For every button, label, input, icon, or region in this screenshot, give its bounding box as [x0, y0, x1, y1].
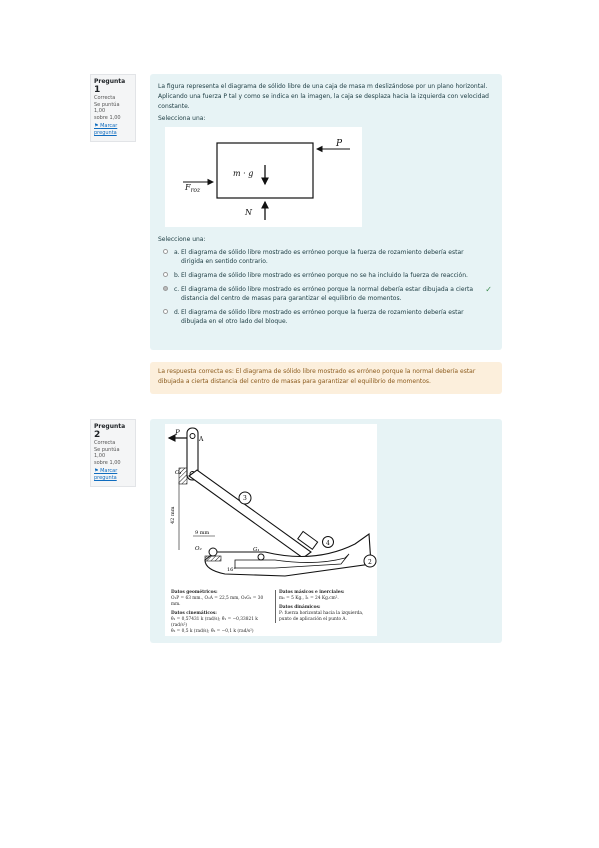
dynamic-data-line1: P: fuerza horizontal hacia la izquierda,: [279, 611, 364, 616]
geometric-data: O₁P = 63 mm., O₁A = 22,5 mm, O₂G₁ = 30 mm.: [171, 596, 264, 607]
g1-label: G₁: [253, 547, 260, 553]
radio-button-selected[interactable]: [163, 286, 168, 291]
point-a-label: A: [199, 436, 204, 443]
correct-answer-feedback: La respuesta correcta es: El diagrama de sólido libre mostrado es erróneo porque la normal debería estar dibujada a cierta distancia del centro de masas para garantizar el equilibrio de momentos.: [150, 362, 502, 394]
flag-icon: ⚑: [94, 123, 99, 130]
question-number: 1: [94, 85, 101, 95]
answer-list: [158, 248, 494, 326]
force-p-label: P: [336, 139, 343, 149]
answer-letter: d.: [174, 309, 180, 316]
question-prompt: Selecciona una:: [158, 115, 206, 122]
select-label: Seleccione una:: [158, 236, 206, 243]
free-body-diagram: [165, 127, 362, 227]
o1-label: O₁: [175, 470, 182, 476]
answer-letter: b.: [174, 272, 180, 279]
answer-option-c[interactable]: [158, 285, 494, 303]
kinematic-data-line2: θ̇₂ = 0,5 k (rad/s); θ̈₂ = −0,1 k (rad/s²): [171, 629, 254, 634]
question-text: La figura representa el diagrama de sólido libre de una caja de masa m deslizándose por un plano horizontal. Aplicando una fuerza P tal y como se indica en la imagen, la caja se desplaza hacia la izquierda con velocidad constante.: [158, 83, 489, 110]
question-status: Correcta: [94, 440, 116, 446]
link-3: [189, 470, 311, 558]
flag-icon: ⚑: [94, 468, 99, 475]
geometric-data-title: Datos geométricos:: [171, 590, 218, 595]
o2-label: O₂: [195, 546, 202, 552]
answer-letter: c.: [174, 286, 180, 293]
radio-button[interactable]: [163, 272, 168, 277]
question-label: Pregunta: [94, 423, 126, 430]
mass-data: m₁ = 5 Kg., I₁ = 24 Kg.cm².: [279, 596, 339, 601]
question-label: Pregunta: [94, 78, 126, 85]
dynamic-data-line2: punto de aplicación el punto A.: [279, 617, 347, 622]
radio-button[interactable]: [163, 249, 168, 254]
answer-option-b[interactable]: [158, 271, 494, 280]
kinematic-data-title: Datos cinemáticos:: [171, 611, 217, 616]
answer-text: El diagrama de sólido libre mostrado es erróneo porque no se ha incluido la fuerza de reacción.: [181, 272, 468, 279]
radio-button[interactable]: [163, 309, 168, 314]
flag-question-link[interactable]: ⚑ Marcar pregunta: [94, 468, 118, 481]
question-score: Se puntúa 1,00 sobre 1,00: [94, 446, 121, 466]
link-2-label: 2: [368, 559, 372, 566]
link-3-label: 3: [243, 495, 247, 502]
question-info-1: [90, 74, 136, 142]
question-number: 2: [94, 430, 101, 440]
question-content-2: [150, 419, 502, 643]
link-4-label: 4: [326, 540, 330, 547]
normal-label: N: [245, 208, 252, 217]
answer-option-a[interactable]: [158, 248, 494, 266]
answer-letter: a.: [174, 249, 180, 256]
question-info-2: [90, 419, 136, 487]
dimension-42mm: 42 mm: [170, 506, 176, 524]
mass-data-title: Datos másicos e inerciales:: [279, 590, 345, 595]
answer-text: El diagrama de sólido libre mostrado es erróneo porque la normal debería estar dibujada a cierta distancia del centro de masas para garantizar el equilibrio de momentos.: [181, 286, 474, 302]
flag-question-link[interactable]: ⚑ Marcar pregunta: [94, 123, 118, 136]
question-content-1: [150, 74, 502, 350]
dynamic-data-title: Datos dinámicos:: [279, 605, 321, 610]
dimension-9mm: 9 mm: [195, 530, 210, 536]
check-icon: ✓: [485, 285, 492, 294]
answer-option-d[interactable]: [158, 308, 494, 326]
friction-label: $F_{roz}$: [185, 183, 201, 194]
kinematic-data-line1: θ̇₁ = 0,57431 k (rad/s); θ̈₁ = −0,33821 k (rad/s²): [171, 617, 258, 628]
angle-label: 16°: [227, 567, 236, 573]
answer-text: El diagrama de sólido libre mostrado es erróneo porque la fuerza de rozamiento debería estar dirigida en sentido contrario.: [181, 249, 464, 265]
answer-text: El diagrama de sólido libre mostrado es erróneo porque la fuerza de rozamiento debería estar dibujada en el otro lado del bloque.: [181, 309, 464, 325]
force-p-label: P: [175, 429, 180, 437]
mechanism-figure: [165, 424, 377, 636]
weight-label: m · g: [233, 169, 254, 178]
question-status: Correcta: [94, 95, 116, 101]
question-score: Se puntúa 1,00 sobre 1,00: [94, 101, 121, 121]
